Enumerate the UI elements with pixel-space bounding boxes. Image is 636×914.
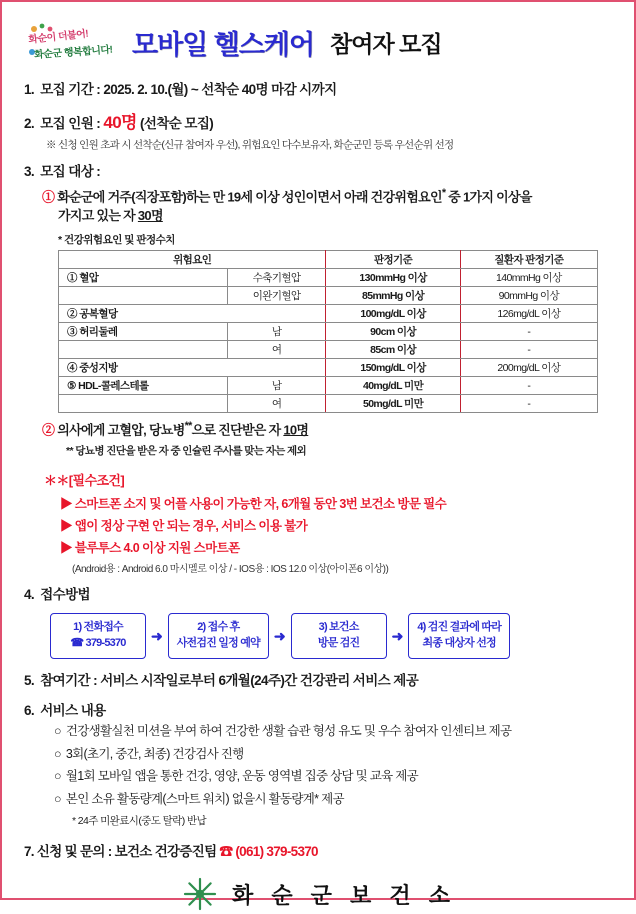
section-contact-number: 7. bbox=[24, 844, 34, 860]
section-quota-note: ※ 신청 인원 초과 시 선착순(신규 참여자 우선), 위험요인 다수보유자, 화순군민 등록 우선순위 선정 bbox=[46, 139, 454, 151]
required-heading: ＊＊[필수조건] bbox=[44, 473, 125, 489]
section-quota-suffix: (선착순 모집) bbox=[140, 116, 214, 131]
section-service-label: 서비스 내용 bbox=[40, 703, 106, 719]
flow-step-3-line1: 3) 보건소 bbox=[318, 621, 359, 634]
row-sub-0: 수축기혈압 bbox=[227, 269, 326, 287]
target-item-1-text-a: 화순군에 거주(직장포함)하는 만 19세 이상 성인이면서 아래 건강위험요인 bbox=[57, 189, 442, 205]
row-sub-1: 이완기혈압 bbox=[227, 287, 326, 305]
section-contact bbox=[24, 840, 612, 860]
table-row bbox=[59, 359, 598, 377]
target-item-2-text-a: 의사에게 고혈압, 당뇨병 bbox=[57, 422, 185, 438]
section-target-label: 모집 대상 : bbox=[40, 164, 101, 179]
logo-line-1: 화순이 더불어! bbox=[27, 28, 89, 46]
row-label-3: 허리둘레 bbox=[79, 326, 118, 339]
section-target-number: 3. bbox=[24, 164, 35, 179]
row-disease-3: - bbox=[460, 323, 597, 341]
application-flow bbox=[50, 613, 612, 659]
required-item-1: ▶ 스마트폰 소지 및 어플 사용이 가능한 자, 6개월 동안 3번 보건소 방문 필수 bbox=[60, 497, 447, 512]
row-disease-2: 126mg/dL 이상 bbox=[460, 305, 597, 323]
row-no-0: ① bbox=[67, 272, 77, 285]
table-header-criteria: 판정기준 bbox=[326, 251, 460, 269]
risk-factor-table bbox=[58, 250, 598, 413]
flow-arrow-2-icon: ➜ bbox=[273, 627, 286, 644]
row-disease-4: - bbox=[460, 341, 597, 359]
bullet-circle-icon: ○ bbox=[54, 769, 61, 784]
section-service-number: 6. bbox=[24, 703, 35, 719]
row-no-2: ② bbox=[67, 308, 77, 321]
table-row bbox=[59, 341, 598, 359]
page-title: 모바일 헬스케어 bbox=[132, 29, 315, 60]
target-item-2-note: ** 당뇨병 진단을 받은 자 중 인슐린 주사를 맞는 자는 제외 bbox=[66, 445, 307, 458]
table-row bbox=[59, 305, 598, 323]
target-item-2 bbox=[42, 419, 612, 440]
target-item-1-superscript: * bbox=[441, 187, 446, 199]
row-no-5: ④ bbox=[67, 362, 77, 375]
row-name-2 bbox=[59, 305, 326, 323]
flow-step-1-line2: ☎ 379-5370 bbox=[70, 637, 126, 650]
target-item-1-marker: ① bbox=[42, 189, 55, 205]
table-header-disease: 질환자 판정기준 bbox=[460, 251, 597, 269]
section-quota-label: 모집 인원 : bbox=[40, 116, 101, 131]
section-period bbox=[24, 78, 612, 98]
service-item-4-text: 본인 소유 활동량계(스마트 워치) 없을시 활동량계* 제공 bbox=[65, 791, 344, 806]
target-item-2-text-b: 으로 진단받은 자 bbox=[191, 422, 284, 438]
bullet-circle-icon: ○ bbox=[54, 791, 61, 806]
table-row bbox=[59, 269, 598, 287]
row-name-3 bbox=[59, 323, 228, 341]
service-item-2-text: 3회(초기, 중간, 최종) 건강검사 진행 bbox=[65, 746, 244, 761]
row-name-0 bbox=[59, 269, 228, 287]
service-item-3-text: 월1회 모바일 앱을 통한 건강, 영양, 운동 영역별 집중 상담 및 교육 제공 bbox=[65, 769, 419, 784]
table-row bbox=[59, 287, 598, 305]
section-apply bbox=[24, 583, 612, 603]
row-no-3: ③ bbox=[67, 326, 77, 339]
table-header-risk: 위험요인 bbox=[59, 251, 326, 269]
flow-step-4 bbox=[408, 613, 510, 659]
row-disease-5: 200mg/dL 이상 bbox=[460, 359, 597, 377]
flow-step-1 bbox=[50, 613, 146, 659]
section-contact-label: 신청 및 문의 : 보건소 건강증진팀 bbox=[36, 844, 217, 860]
section-apply-number: 4. bbox=[24, 587, 35, 603]
phone-icon: ☎ bbox=[219, 844, 233, 860]
row-crit-6: 40mg/dL 미만 bbox=[326, 377, 460, 395]
flow-step-4-line1: 4) 검진 결과에 따라 bbox=[417, 621, 502, 634]
target-item-1-line2: 가지고 있는 자 bbox=[58, 208, 138, 224]
row-label-0: 혈압 bbox=[79, 272, 99, 285]
row-crit-2: 100mg/dL 이상 bbox=[326, 305, 460, 323]
section-period-number: 1. bbox=[24, 82, 35, 97]
row-crit-5: 150mg/dL 이상 bbox=[326, 359, 460, 377]
flow-step-2 bbox=[168, 613, 269, 659]
section-service bbox=[24, 699, 612, 719]
risk-table-head bbox=[59, 251, 598, 269]
row-name-4 bbox=[59, 341, 228, 359]
row-disease-6: - bbox=[460, 377, 597, 395]
flow-step-2-line2: 사전검진 일정 예약 bbox=[176, 637, 260, 650]
poster-header bbox=[24, 20, 612, 64]
row-crit-1: 85mmHg 이상 bbox=[326, 287, 460, 305]
section-quota-number: 2. bbox=[24, 116, 35, 131]
service-item-1 bbox=[54, 723, 612, 741]
required-note: (Android용 : Android 6.0 마시멜로 이상 / - IOS용 : IOS 12.0 이상(아이폰6 이상)) bbox=[72, 564, 389, 576]
row-label-5: 중성지방 bbox=[79, 362, 118, 375]
row-name-1 bbox=[59, 287, 228, 305]
service-list bbox=[24, 723, 612, 828]
row-name-6 bbox=[59, 377, 228, 395]
flow-step-2-line1: 2) 접수 후 bbox=[197, 621, 240, 634]
poster-footer bbox=[24, 874, 612, 914]
table-header-row bbox=[59, 251, 598, 269]
row-disease-0: 140mmHg 이상 bbox=[460, 269, 597, 287]
row-crit-4: 85cm 이상 bbox=[326, 341, 460, 359]
service-item-4 bbox=[54, 791, 612, 809]
flow-arrow-3-icon: ➜ bbox=[391, 627, 404, 644]
table-row bbox=[59, 377, 598, 395]
section-period-label: 모집 기간 : bbox=[40, 82, 101, 97]
row-crit-7: 50mg/dL 미만 bbox=[326, 395, 460, 413]
county-logo bbox=[24, 20, 122, 64]
row-disease-7: - bbox=[460, 395, 597, 413]
service-item-1-text: 건강생활실천 미션을 부여 하여 건강한 생활 습관 형성 유도 및 우수 참여자 인센티브 제공 bbox=[65, 724, 512, 739]
service-item-3 bbox=[54, 768, 612, 786]
bullet-circle-icon: ○ bbox=[54, 724, 61, 739]
target-item-1-count: 30명 bbox=[137, 208, 163, 224]
row-crit-3: 90cm 이상 bbox=[326, 323, 460, 341]
section-duration-value: 서비스 시작일로부터 6개월(24주)간 건강관리 서비스 제공 bbox=[100, 673, 419, 689]
section-period-value: 2025. 2. 10.(월) ~ 선착순 40명 마감 시까지 bbox=[103, 82, 337, 97]
target-item-1 bbox=[42, 186, 612, 226]
organization-name: 화 순 군 보 건 소 bbox=[231, 882, 457, 908]
row-crit-0: 130mmHg 이상 bbox=[326, 269, 460, 287]
table-row bbox=[59, 395, 598, 413]
target-item-2-superscript: ** bbox=[184, 420, 192, 433]
required-item-3: ▶ 블루투스 4.0 이상 지원 스마트폰 bbox=[60, 541, 240, 556]
required-item-2: ▶ 앱이 정상 구현 안 되는 경우, 서비스 이용 불가 bbox=[60, 519, 308, 534]
bullet-circle-icon: ○ bbox=[54, 746, 61, 761]
row-sub-7: 여 bbox=[227, 395, 326, 413]
row-sub-6: 남 bbox=[227, 377, 326, 395]
target-item-2-marker: ② bbox=[42, 422, 55, 438]
flow-step-4-line2: 최종 대상자 선정 bbox=[422, 637, 496, 650]
risk-table-body bbox=[59, 269, 598, 413]
table-caption: * 건강위험요인 및 판정수치 bbox=[58, 234, 175, 247]
section-apply-label: 접수방법 bbox=[40, 587, 90, 603]
target-item-1-text-b: 중 1가지 이상을 bbox=[445, 189, 532, 205]
contact-phone-number[interactable]: (061) 379-5370 bbox=[235, 844, 318, 860]
row-sub-3: 남 bbox=[227, 323, 326, 341]
flow-step-1-line1: 1) 전화접수 bbox=[73, 621, 123, 634]
row-disease-1: 90mmHg 이상 bbox=[460, 287, 597, 305]
row-name-5 bbox=[59, 359, 326, 377]
row-sub-4: 여 bbox=[227, 341, 326, 359]
health-center-emblem-icon bbox=[180, 874, 220, 914]
section-duration bbox=[24, 669, 612, 689]
service-sub-note: * 24주 미완료시(중도 탈락) 반납 bbox=[72, 815, 207, 828]
section-duration-label: 참여기간 : bbox=[40, 673, 98, 689]
service-item-2 bbox=[54, 746, 612, 764]
row-name-7 bbox=[59, 395, 228, 413]
flow-arrow-1-icon: ➜ bbox=[151, 627, 163, 644]
section-quota-count: 40명 bbox=[103, 113, 137, 132]
flow-step-3 bbox=[291, 613, 387, 659]
section-duration-number: 5. bbox=[24, 673, 35, 689]
row-label-6: HDL-콜레스테롤 bbox=[78, 380, 149, 393]
flow-step-3-line2: 방문 검진 bbox=[317, 637, 360, 650]
logo-line-2: 화순군 행복합니다! bbox=[33, 44, 113, 62]
table-row bbox=[59, 323, 598, 341]
row-no-6: ⑤ bbox=[67, 380, 76, 393]
section-quota bbox=[24, 108, 612, 133]
target-item-2-count: 10명 bbox=[283, 422, 309, 438]
section-target bbox=[24, 160, 612, 180]
row-label-2: 공복혈당 bbox=[79, 308, 118, 321]
page-subtitle: 참여자 모집 bbox=[330, 30, 442, 57]
